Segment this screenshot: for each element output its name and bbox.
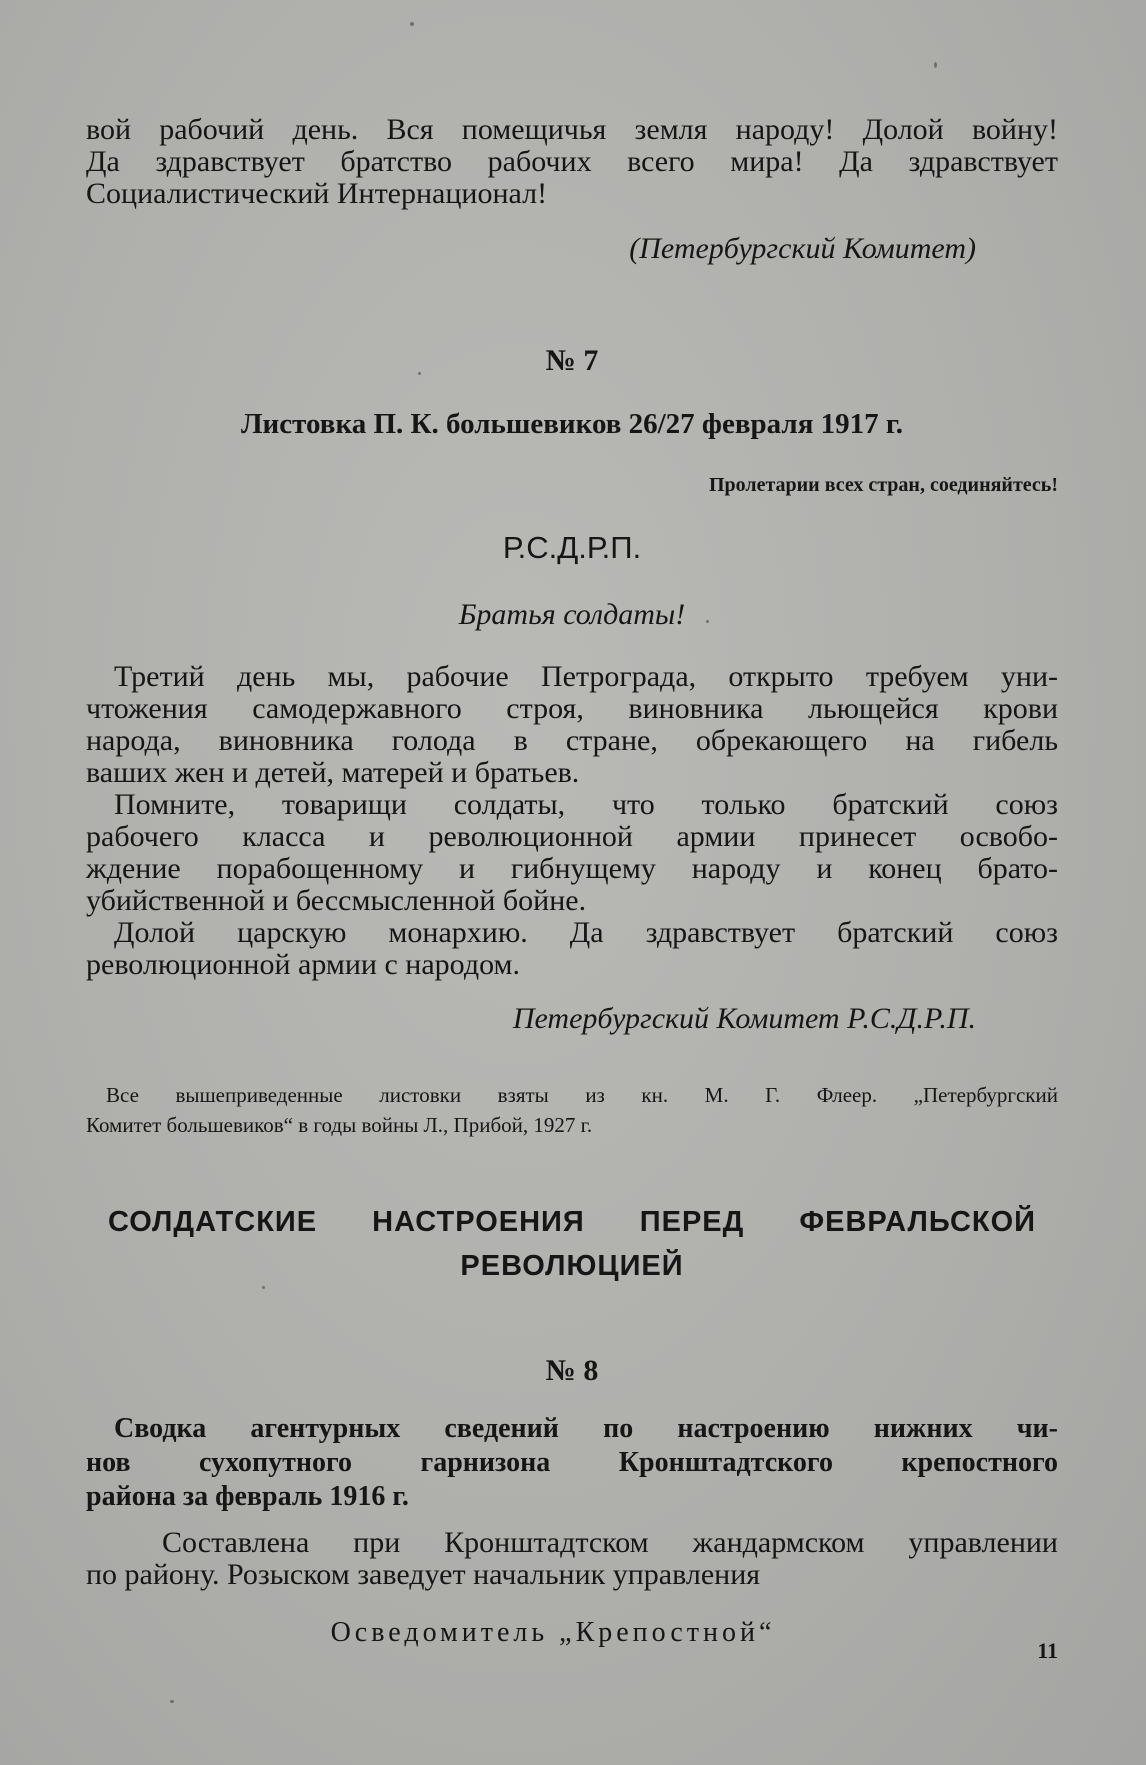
doc7-p1-line-4: ваших жен и детей, матерей и братьев.	[86, 756, 580, 789]
opening-signature: (Петербургский Комитет)	[629, 232, 976, 265]
note-line-1: Все вышеприведенные листовки взяты из кн. М. Г. Флеер. „Петербургский	[106, 1083, 1058, 1107]
doc8-title-line-1: Сводка агентурных сведений по настроению нижних чи-	[114, 1413, 1058, 1444]
doc7-p1-line-1: Третий день мы, рабочие Петрограда, открыто требуем уни-	[114, 660, 1058, 693]
note-line-2: Комитет большевиков“ в годы войны Л., Прибой, 1927 г.	[86, 1113, 593, 1137]
opening-line-2: Да здравствует братство рабочих всего мира! Да здравствует	[86, 145, 1058, 178]
source-note	[86, 1080, 1058, 1140]
scan-speck	[706, 620, 709, 623]
page-number: 11	[1037, 1638, 1058, 1663]
opening-line-3: Социалистический Интернационал!	[86, 177, 548, 210]
scan-speck	[170, 1700, 174, 1703]
doc7-p2-line-4: убийственной и бессмысленной бойне.	[86, 884, 587, 917]
doc8-title	[86, 1412, 1058, 1514]
doc7-p1-line-3: народа, виновника голода в стране, обрекающего на гибель	[86, 724, 1058, 757]
doc8-number: № 8	[545, 1354, 599, 1387]
scan-speck	[410, 22, 414, 26]
doc7-title: Листовка П. К. большевиков 26/27 февраля 1917 г.	[240, 408, 904, 440]
doc7-party: Р.С.Д.Р.П.	[502, 530, 642, 565]
opening-line-1: вой рабочий день. Вся помещичья земля народу! Долой войну!	[86, 113, 1058, 146]
doc7-paragraph-3	[86, 917, 1058, 981]
doc8-body	[86, 1527, 1058, 1591]
doc8-title-line-3: района за февраль 1916 г.	[86, 1481, 409, 1512]
doc7-p3-line-1: Долой царскую монархию. Да здравствует братский союз	[114, 916, 1058, 949]
doc7-p1-line-2: чтожения самодержавного строя, виновника льющейся крови	[86, 692, 1058, 725]
doc7-paragraph-2	[86, 789, 1058, 917]
section-title	[108, 1204, 1036, 1284]
doc7-p2-line-2: рабочего класса и революционной армии принесет освобо-	[86, 820, 1058, 853]
doc7-motto: Пролетарии всех стран, соединяйтесь!	[708, 474, 1058, 496]
doc7-p2-line-3: ждение порабощенному и гибнущему народу и конец брато-	[86, 852, 1058, 885]
doc7-p2-line-1: Помните, товарищи солдаты, что только братский союз	[114, 788, 1058, 821]
doc7-number: № 7	[545, 344, 599, 377]
doc7-p3-line-2: революционной армии с народом.	[86, 948, 520, 981]
scan-speck	[262, 1286, 265, 1289]
scan-speck	[418, 372, 421, 375]
opening-paragraph	[86, 114, 1058, 210]
doc8-informant: Осведомитель „Крепостной“	[330, 1617, 776, 1648]
doc7-greeting: Братья солдаты!	[458, 598, 686, 631]
doc7-signature: Петербургский Комитет Р.С.Д.Р.П.	[512, 1002, 976, 1035]
doc7-paragraph-1	[86, 661, 1058, 789]
doc8-body-line-2: по району. Розыском заведует начальник управления	[86, 1558, 761, 1591]
section-title-line-2: РЕВОЛЮЦИЕЙ	[460, 1250, 684, 1282]
section-title-line-1: СОЛДАТСКИЕ НАСТРОЕНИЯ ПЕРЕД ФЕВРАЛЬСКОЙ	[108, 1206, 1036, 1238]
doc8-title-line-2: нов сухопутного гарнизона Кронштадтского крепостного	[86, 1447, 1058, 1478]
scan-speck	[934, 62, 937, 68]
doc8-body-line-1: Составлена при Кронштадтском жандармском управлении	[162, 1526, 1058, 1559]
